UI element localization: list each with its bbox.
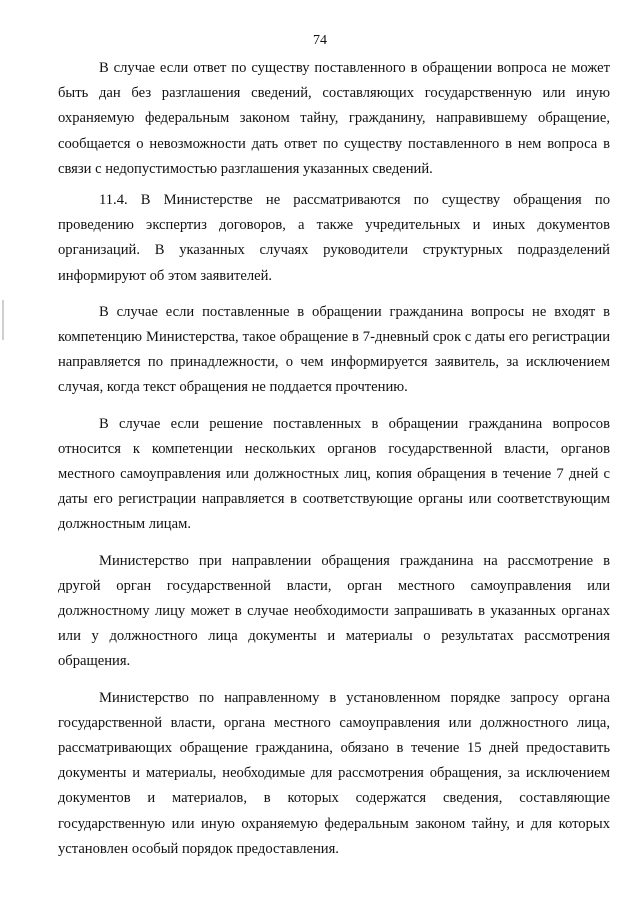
paragraph-disclosure-restriction: В случае если ответ по существу поставленного в обращении вопроса не может быть дан без разглашения сведений, составляющих государственную или иную охраняемую федеральным законом тайну, гражданину, направившему обращение, сообщается о невозможности дать ответ по существу поставленного в нем вопроса в связи с недопустимостью разглашения указанных сведений. <box>58 60 610 177</box>
paragraph-outside-competence: В случае если поставленные в обращении гражданина вопросы не входят в компетенцию Министерства, такое обращение в 7-дневный срок с даты его регистрации направляется по принадлежности, о чем информируется заявитель, за исключением случая, когда текст обращения не поддается прочтению. <box>58 303 610 396</box>
document-body <box>58 56 610 873</box>
paragraph-request-materials: Министерство при направлении обращения гражданина на рассмотрение в другой орган государственной власти, орган местного самоуправления или должностному лицу может в случае необходимости запрашивать в указанных органах или у должностного лица документы и материалы о результатах рассмотрения обращения. <box>58 552 610 670</box>
paragraph-provide-documents: Министерство по направленному в установленном порядке запросу органа государственной власти, органа местного самоуправления или должностного лица, рассматривающих обращение гражданина, обязано в течение 15 дней предоставить документы и материалы, необходимые для рассмотрения обращения, за исключением документов и материалов, в которых содержатся сведения, составляющие государственную или иную охраняемую федеральным законом тайну, и для которых установлен особый порядок предоставления. <box>58 689 610 857</box>
paragraph-multiple-authorities: В случае если решение поставленных в обращении гражданина вопросов относится к компетенции нескольких органов государственной власти, органов местного самоуправления или должностных лиц, копия обращения в течение 7 дней с даты его регистрации направляется в соответствующие органы или соответствующим должностным лицам. <box>58 415 610 533</box>
page-number: 74 <box>313 33 327 48</box>
paragraph-11-4: 11.4. В Министерстве не рассматриваются по существу обращения по проведению экспертиз договоров, а также учредительных и иных документов организаций. В указанных случаях руководители структурных подразделений информируют об этом заявителей. <box>58 192 610 284</box>
scan-edge-mark <box>2 300 4 340</box>
